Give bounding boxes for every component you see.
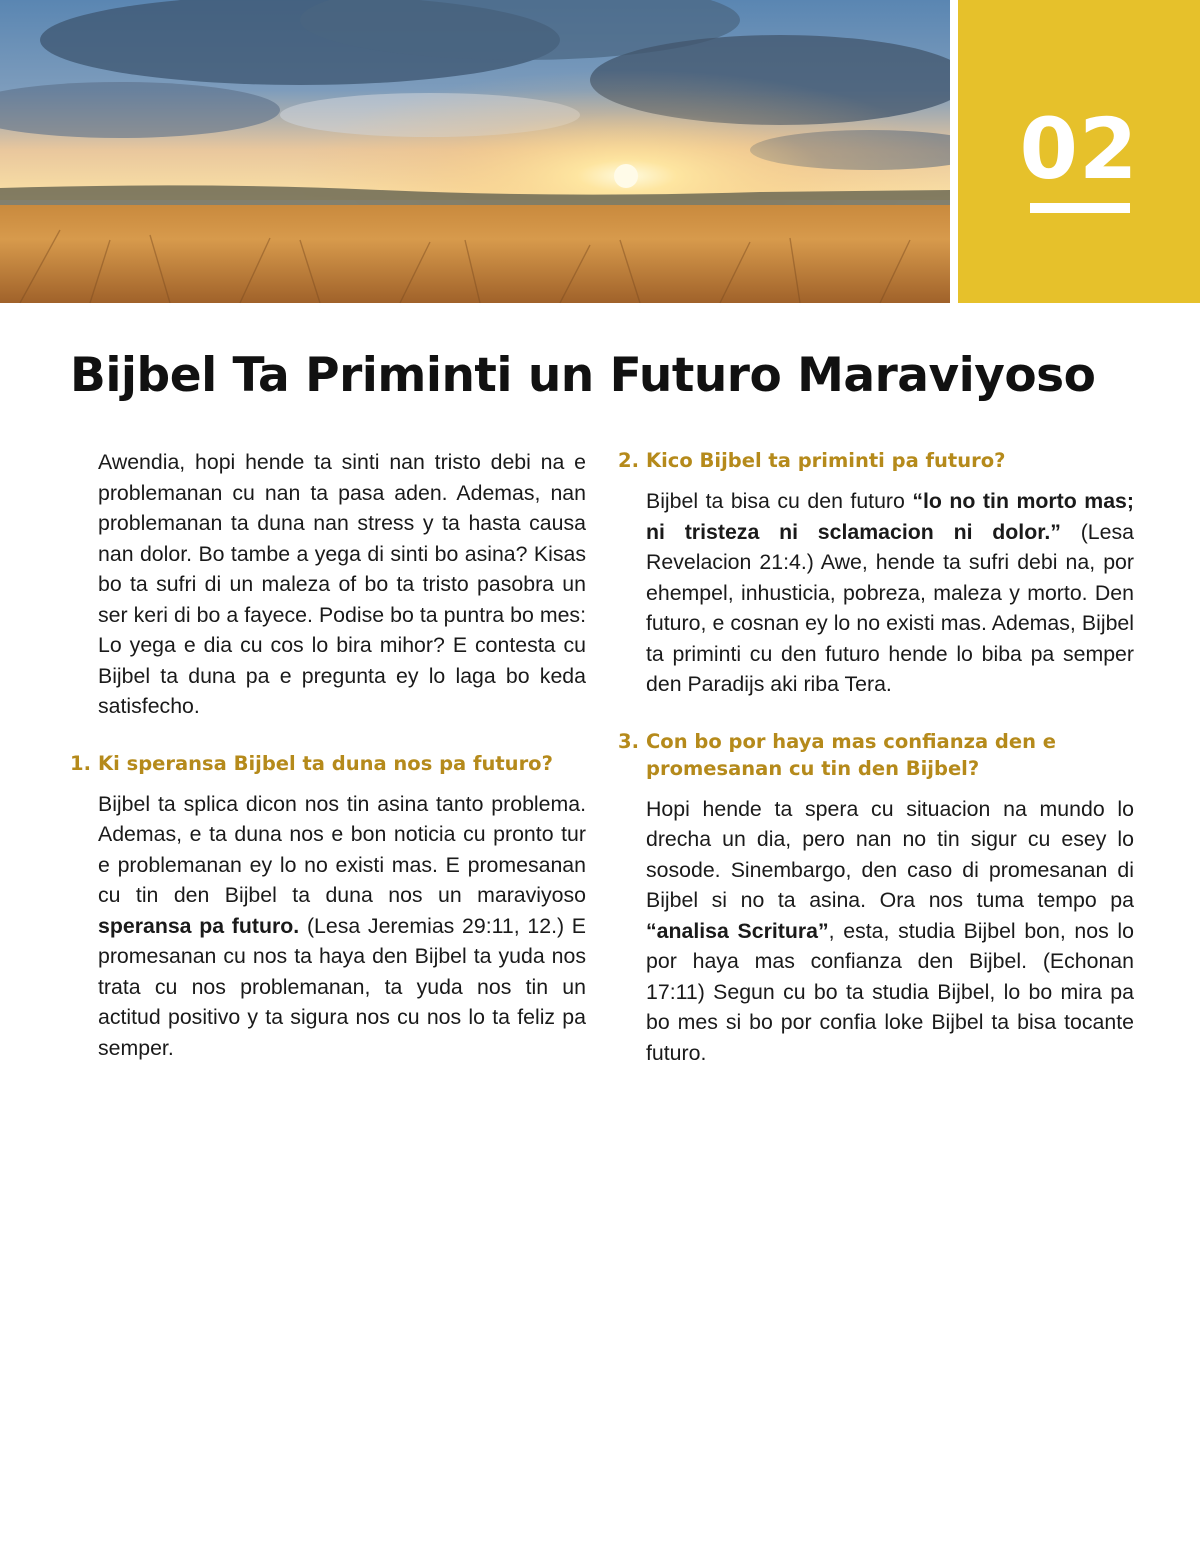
question-number: 1. bbox=[70, 751, 91, 775]
page-title: Bijbel Ta Priminti un Futuro Maraviyoso bbox=[70, 348, 1096, 403]
answer-1-paragraph bbox=[98, 789, 586, 1064]
answer-emphasis: “analisa Scritura” bbox=[646, 918, 829, 943]
question-text: Ki speransa Bijbel ta duna nos pa futuro? bbox=[98, 751, 553, 775]
answer-text: Bijbel ta splica dicon nos tin asina tanto problema. Ademas, e ta duna nos e bon noticia cu pronto tur e problemanan ey lo no existi mas. E promesanan cu tin den Bijbel ta duna nos un maraviyoso bbox=[98, 791, 586, 907]
right-column bbox=[618, 447, 1135, 1068]
badge-underline bbox=[1030, 203, 1130, 213]
question-text: Kico Bijbel ta priminti pa futuro? bbox=[646, 449, 1006, 472]
answer-text: , esta, studia Bijbel bon, nos lo por haya mas confianza den Bijbel. (Echonan 17:11) Segun cu bo ta studia Bijbel, lo bo mira pa bo mes si bo por confia loke Bijbel ta bisa tocante futuro. bbox=[646, 918, 1135, 1065]
answer-text: Hopi hende ta spera cu situacion na mundo lo drecha un dia, pero nan no tin sigur cu esey lo sosode. Sinembargo, den caso di promesanan di Bijbel si no ta asina. Ora nos tuma tempo pa bbox=[646, 796, 1134, 912]
section-number: 02 bbox=[1019, 100, 1139, 198]
question-2-heading bbox=[618, 447, 1134, 474]
section-number-badge bbox=[958, 0, 1200, 303]
answer-3-paragraph bbox=[646, 794, 1134, 1069]
answer-emphasis: “lo no tin morto mas; ni tristeza ni sclamacion ni dolor.” bbox=[646, 489, 1134, 544]
answer-emphasis: speransa pa futuro. bbox=[98, 913, 300, 938]
answer-text: (Lesa Jeremias 29:11, 12.) E promesanan cu nos ta haya den Bijbel ta yuda nos trata cu nos problemanan, ta yuda nos tin un actitud positivo y ta sigura nos cu nos lo ta feliz pa semper. bbox=[98, 913, 586, 1060]
question-3-heading bbox=[618, 728, 1134, 782]
intro-paragraph: Awendia, hopi hende ta sinti nan tristo debi na e problemanan cu nan ta pasa aden. Ademas, nan problemanan ta duna nan stress y ta hasta causa nan dolor. Bo tambe a yega di sinti bo asina? Kisas bo ta sufri di un maleza of bo ta tristo pasobra un ser keri di bo a fayece. Podise bo ta puntra bo mes: Lo yega e dia cu cos lo bira mihor? E contesta cu Bijbel ta duna pa e pregunta ey lo laga bo keda satisfecho. bbox=[98, 450, 586, 718]
hero-photo-wheat-field-sunset bbox=[0, 0, 950, 303]
answer-text: (Lesa Revelacion 21:4.) Awe, hende ta sufri debi na, por ehempel, inhusticia, pobreza, maleza y morto. Den futuro, e cosnan ey lo no existi mas. Ademas, Bijbel ta priminti cu den futuro hende lo biba pa semper den Paradijs aki riba Tera. bbox=[646, 519, 1134, 696]
sunset-field-illustration bbox=[0, 0, 950, 303]
answer-text: Bijbel ta bisa cu den futuro bbox=[646, 489, 913, 513]
left-column bbox=[70, 447, 586, 1063]
question-number: 2. bbox=[618, 449, 639, 472]
question-number: 3. bbox=[618, 729, 639, 753]
question-1-heading bbox=[70, 750, 586, 777]
answer-2-paragraph bbox=[646, 486, 1134, 700]
question-text: Con bo por haya mas confianza den e promesanan cu tin den Bijbel? bbox=[646, 729, 1056, 780]
